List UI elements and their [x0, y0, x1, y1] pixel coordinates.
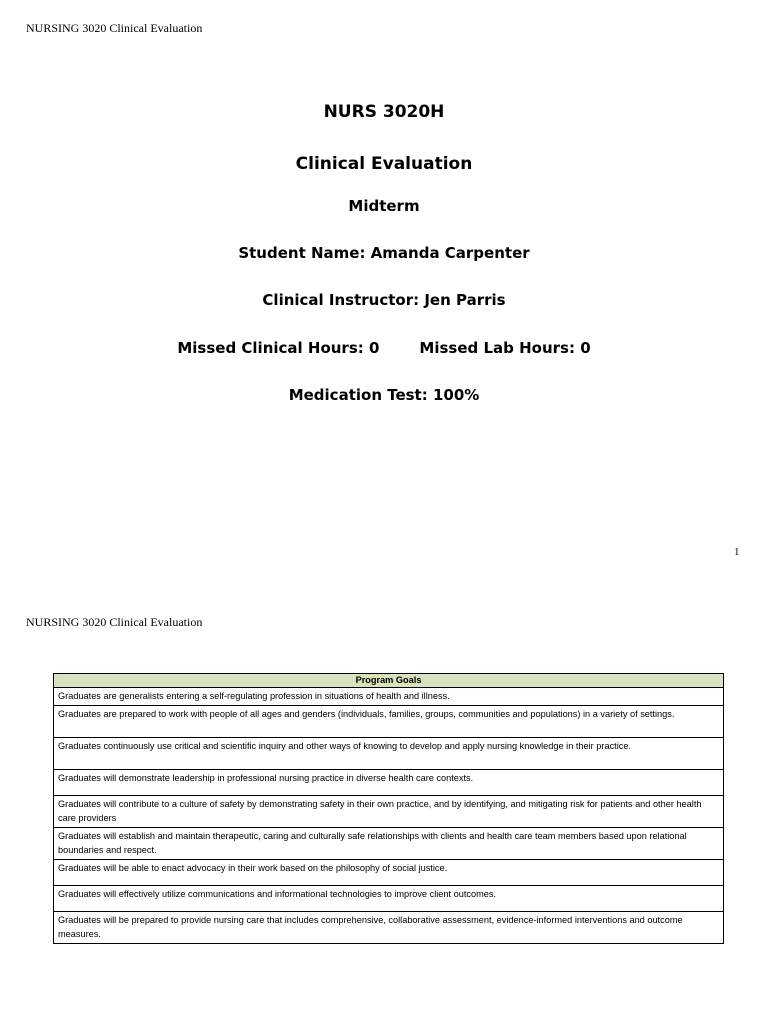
course-title: NURS 3020H	[323, 102, 445, 122]
page-2-running-header: NURSING 3020 Clinical Evaluation	[26, 615, 203, 629]
program-goals-table	[53, 673, 724, 944]
table-row	[54, 860, 724, 886]
program-goal-cell: Graduates will demonstrate leadership in professional nursing practice in diverse health care contexts.	[54, 770, 724, 796]
table-row	[54, 796, 724, 828]
page-1-running-header: NURSING 3020 Clinical Evaluation	[26, 21, 203, 35]
evaluation-title: Clinical Evaluation	[295, 154, 473, 174]
medication-test: Medication Test: 100%	[288, 386, 480, 404]
table-header-row	[54, 674, 724, 688]
program-goal-cell: Graduates are prepared to work with people of all ages and genders (individuals, families, groups, communities and populations) in a variety of settings.	[54, 706, 724, 738]
missed-clinical-hours: Missed Clinical Hours: 0	[177, 339, 380, 357]
program-goals-header: Program Goals	[54, 674, 724, 688]
table-row	[54, 770, 724, 796]
missed-lab-hours: Missed Lab Hours: 0	[419, 339, 591, 357]
program-goal-cell: Graduates will be able to enact advocacy in their work based on the philosophy of social justice.	[54, 860, 724, 886]
table-row	[54, 886, 724, 912]
program-goal-cell: Graduates continuously use critical and scientific inquiry and other ways of knowing to develop and apply nursing knowledge in their practice.	[54, 738, 724, 770]
term-label: Midterm	[348, 197, 420, 215]
table-row	[54, 688, 724, 706]
table-row	[54, 828, 724, 860]
program-goal-cell: Graduates will establish and maintain therapeutic, caring and culturally safe relationships with clients and health care team members based upon relational boundaries and respect.	[54, 828, 724, 860]
program-goal-cell: Graduates will be prepared to provide nursing care that includes comprehensive, collaborative assessment, evidence-informed interventions and outcome measures.	[54, 912, 724, 944]
missed-hours-line	[0, 338, 768, 358]
table-row	[54, 738, 724, 770]
page-number: 1	[734, 546, 740, 558]
program-goal-cell: Graduates will contribute to a culture of safety by demonstrating safety in their own practice, and by identifying, and mitigating risk for patients and other health care providers	[54, 796, 724, 828]
table-row	[54, 912, 724, 944]
clinical-instructor: Clinical Instructor: Jen Parris	[262, 291, 506, 309]
student-name: Student Name: Amanda Carpenter	[238, 244, 530, 262]
program-goal-cell: Graduates are generalists entering a self-regulating profession in situations of health and illness.	[54, 688, 724, 706]
table-row	[54, 706, 724, 738]
program-goal-cell: Graduates will effectively utilize communications and informational technologies to improve client outcomes.	[54, 886, 724, 912]
